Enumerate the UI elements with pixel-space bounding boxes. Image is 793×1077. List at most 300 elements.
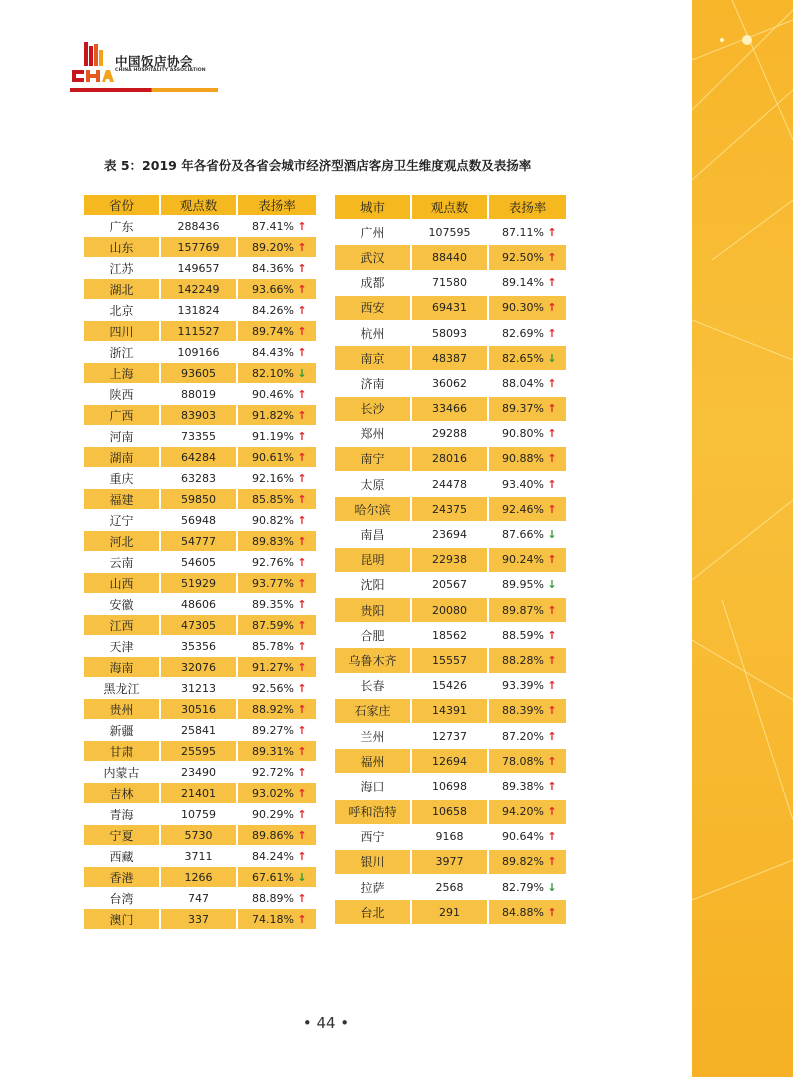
region-name-cell: 香港 xyxy=(84,867,161,888)
arrow-up-icon: ↑ xyxy=(547,326,557,340)
praise-rate-cell xyxy=(489,573,566,598)
praise-rate-cell xyxy=(489,825,566,850)
province-table xyxy=(84,195,316,930)
province-row xyxy=(84,720,316,741)
arrow-up-icon: ↑ xyxy=(547,805,557,819)
city-row xyxy=(335,573,566,598)
arrow-up-icon: ↑ xyxy=(547,729,557,743)
praise-rate-value: 92.50% xyxy=(502,250,544,264)
praise-rate-cell xyxy=(489,220,566,245)
opinion-count-cell: 48387 xyxy=(412,346,489,371)
praise-rate-value: 89.83% xyxy=(252,534,294,548)
praise-rate-value: 74.18% xyxy=(252,912,294,926)
arrow-up-icon: ↑ xyxy=(297,723,307,737)
city-row xyxy=(335,875,566,900)
logo-english-name: CHINA HOSPITALITY ASSOCIATION xyxy=(115,68,206,73)
praise-rate-value: 90.24% xyxy=(502,553,544,567)
opinion-count-cell: 25595 xyxy=(161,741,238,762)
praise-rate-value: 84.43% xyxy=(252,345,294,359)
province-row xyxy=(84,699,316,720)
region-name-cell: 南宁 xyxy=(335,447,412,472)
province-row xyxy=(84,825,316,846)
province-row xyxy=(84,804,316,825)
arrow-up-icon: ↑ xyxy=(297,639,307,653)
region-name-cell: 福州 xyxy=(335,749,412,774)
region-name-cell: 河南 xyxy=(84,426,161,447)
opinion-count-cell: 63283 xyxy=(161,468,238,489)
opinion-count-cell: 288436 xyxy=(161,216,238,237)
opinion-count-cell: 30516 xyxy=(161,699,238,720)
column-header: 观点数 xyxy=(161,195,238,216)
opinion-count-cell: 10698 xyxy=(412,774,489,799)
praise-rate-cell xyxy=(238,615,316,636)
province-row xyxy=(84,615,316,636)
opinion-count-cell: 2568 xyxy=(412,875,489,900)
region-name-cell: 四川 xyxy=(84,321,161,342)
praise-rate-value: 87.11% xyxy=(502,225,544,239)
arrow-up-icon: ↑ xyxy=(547,905,557,919)
decorative-side-band xyxy=(692,0,793,1077)
praise-rate-cell xyxy=(238,720,316,741)
province-row xyxy=(84,216,316,237)
opinion-count-cell: 25841 xyxy=(161,720,238,741)
region-name-cell: 乌鲁木齐 xyxy=(335,648,412,673)
opinion-count-cell: 107595 xyxy=(412,220,489,245)
arrow-down-icon: ↓ xyxy=(547,528,557,542)
arrow-up-icon: ↑ xyxy=(297,765,307,779)
opinion-count-cell: 15426 xyxy=(412,674,489,699)
region-name-cell: 湖北 xyxy=(84,279,161,300)
praise-rate-cell xyxy=(489,397,566,422)
region-name-cell: 宁夏 xyxy=(84,825,161,846)
region-name-cell: 浙江 xyxy=(84,342,161,363)
praise-rate-value: 89.35% xyxy=(252,597,294,611)
praise-rate-cell xyxy=(238,489,316,510)
praise-rate-value: 90.88% xyxy=(502,452,544,466)
praise-rate-value: 78.08% xyxy=(502,754,544,768)
arrow-up-icon: ↑ xyxy=(547,779,557,793)
region-name-cell: 呼和浩特 xyxy=(335,800,412,825)
arrow-up-icon: ↑ xyxy=(297,660,307,674)
praise-rate-value: 90.30% xyxy=(502,301,544,315)
region-name-cell: 山东 xyxy=(84,237,161,258)
praise-rate-value: 85.85% xyxy=(252,492,294,506)
arrow-up-icon: ↑ xyxy=(297,282,307,296)
arrow-up-icon: ↑ xyxy=(297,303,307,317)
region-name-cell: 合肥 xyxy=(335,623,412,648)
praise-rate-cell xyxy=(489,598,566,623)
city-row xyxy=(335,397,566,422)
praise-rate-value: 93.40% xyxy=(502,477,544,491)
arrow-up-icon: ↑ xyxy=(547,427,557,441)
region-name-cell: 西藏 xyxy=(84,846,161,867)
region-name-cell: 贵州 xyxy=(84,699,161,720)
praise-rate-cell xyxy=(238,552,316,573)
region-name-cell: 山西 xyxy=(84,573,161,594)
arrow-up-icon: ↑ xyxy=(547,830,557,844)
praise-rate-value: 84.88% xyxy=(502,905,544,919)
region-name-cell: 安徽 xyxy=(84,594,161,615)
opinion-count-cell: 12694 xyxy=(412,749,489,774)
praise-rate-value: 94.20% xyxy=(502,805,544,819)
praise-rate-value: 88.59% xyxy=(502,628,544,642)
praise-rate-cell xyxy=(238,657,316,678)
region-name-cell: 内蒙古 xyxy=(84,762,161,783)
praise-rate-cell xyxy=(489,749,566,774)
province-row xyxy=(84,321,316,342)
praise-rate-cell xyxy=(238,510,316,531)
province-row xyxy=(84,300,316,321)
opinion-count-cell: 14391 xyxy=(412,699,489,724)
praise-rate-value: 88.39% xyxy=(502,704,544,718)
opinion-count-cell: 31213 xyxy=(161,678,238,699)
praise-rate-value: 90.82% xyxy=(252,513,294,527)
opinion-count-cell: 20080 xyxy=(412,598,489,623)
arrow-up-icon: ↑ xyxy=(297,555,307,569)
praise-rate-cell xyxy=(489,497,566,522)
praise-rate-value: 82.10% xyxy=(252,366,294,380)
praise-rate-value: 89.74% xyxy=(252,324,294,338)
opinion-count-cell: 32076 xyxy=(161,657,238,678)
city-row xyxy=(335,648,566,673)
province-row xyxy=(84,384,316,405)
praise-rate-value: 92.72% xyxy=(252,765,294,779)
opinion-count-cell: 48606 xyxy=(161,594,238,615)
opinion-count-cell: 1266 xyxy=(161,867,238,888)
column-header: 表扬率 xyxy=(238,195,316,216)
praise-rate-cell xyxy=(489,522,566,547)
logo-chinese-name: 中国饭店协会 xyxy=(115,54,194,69)
arrow-up-icon: ↑ xyxy=(297,471,307,485)
opinion-count-cell: 58093 xyxy=(412,321,489,346)
opinion-count-cell: 142249 xyxy=(161,279,238,300)
praise-rate-cell xyxy=(238,636,316,657)
opinion-count-cell: 149657 xyxy=(161,258,238,279)
arrow-down-icon: ↓ xyxy=(547,351,557,365)
arrow-up-icon: ↑ xyxy=(297,912,307,926)
opinion-count-cell: 3711 xyxy=(161,846,238,867)
praise-rate-value: 88.89% xyxy=(252,891,294,905)
arrow-up-icon: ↑ xyxy=(297,492,307,506)
praise-rate-cell xyxy=(238,279,316,300)
praise-rate-value: 89.27% xyxy=(252,723,294,737)
praise-rate-value: 92.46% xyxy=(502,502,544,516)
region-name-cell: 昆明 xyxy=(335,548,412,573)
opinion-count-cell: 21401 xyxy=(161,783,238,804)
province-row xyxy=(84,783,316,804)
praise-rate-value: 92.76% xyxy=(252,555,294,569)
arrow-up-icon: ↑ xyxy=(547,301,557,315)
praise-rate-cell xyxy=(238,342,316,363)
city-row xyxy=(335,220,566,245)
praise-rate-value: 82.65% xyxy=(502,351,544,365)
arrow-up-icon: ↑ xyxy=(547,402,557,416)
praise-rate-value: 88.92% xyxy=(252,702,294,716)
opinion-count-cell: 131824 xyxy=(161,300,238,321)
column-header: 城市 xyxy=(335,195,412,220)
praise-rate-value: 93.77% xyxy=(252,576,294,590)
region-name-cell: 陕西 xyxy=(84,384,161,405)
praise-rate-value: 87.41% xyxy=(252,219,294,233)
region-name-cell: 北京 xyxy=(84,300,161,321)
praise-rate-value: 89.82% xyxy=(502,855,544,869)
praise-rate-cell xyxy=(238,531,316,552)
praise-rate-cell xyxy=(489,674,566,699)
column-header: 省份 xyxy=(84,195,161,216)
arrow-up-icon: ↑ xyxy=(297,828,307,842)
opinion-count-cell: 337 xyxy=(161,909,238,930)
opinion-count-cell: 157769 xyxy=(161,237,238,258)
praise-rate-cell xyxy=(238,846,316,867)
praise-rate-value: 84.36% xyxy=(252,261,294,275)
arrow-up-icon: ↑ xyxy=(297,324,307,338)
opinion-count-cell: 10658 xyxy=(412,800,489,825)
opinion-count-cell: 88019 xyxy=(161,384,238,405)
arrow-up-icon: ↑ xyxy=(297,849,307,863)
province-row xyxy=(84,510,316,531)
city-row xyxy=(335,346,566,371)
opinion-count-cell: 36062 xyxy=(412,371,489,396)
region-name-cell: 兰州 xyxy=(335,724,412,749)
region-name-cell: 贵阳 xyxy=(335,598,412,623)
province-row xyxy=(84,447,316,468)
table-caption: 表 5：2019 年各省份及各省会城市经济型酒店客房卫生维度观点数及表扬率 xyxy=(104,158,532,173)
arrow-up-icon: ↑ xyxy=(297,807,307,821)
region-name-cell: 石家庄 xyxy=(335,699,412,724)
arrow-up-icon: ↑ xyxy=(297,387,307,401)
opinion-count-cell: 51929 xyxy=(161,573,238,594)
opinion-count-cell: 59850 xyxy=(161,489,238,510)
opinion-count-cell: 747 xyxy=(161,888,238,909)
praise-rate-value: 82.79% xyxy=(502,880,544,894)
praise-rate-value: 89.20% xyxy=(252,240,294,254)
arrow-up-icon: ↑ xyxy=(297,240,307,254)
arrow-down-icon: ↓ xyxy=(297,870,307,884)
city-row xyxy=(335,598,566,623)
praise-rate-cell xyxy=(489,724,566,749)
opinion-count-cell: 88440 xyxy=(412,245,489,270)
opinion-count-cell: 83903 xyxy=(161,405,238,426)
city-row xyxy=(335,296,566,321)
city-row xyxy=(335,900,566,925)
arrow-up-icon: ↑ xyxy=(297,513,307,527)
city-row xyxy=(335,447,566,472)
praise-rate-value: 89.38% xyxy=(502,779,544,793)
arrow-up-icon: ↑ xyxy=(547,452,557,466)
opinion-count-cell: 291 xyxy=(412,900,489,925)
opinion-count-cell: 54777 xyxy=(161,531,238,552)
praise-rate-value: 91.19% xyxy=(252,429,294,443)
region-name-cell: 河北 xyxy=(84,531,161,552)
praise-rate-value: 88.04% xyxy=(502,376,544,390)
arrow-up-icon: ↑ xyxy=(547,704,557,718)
arrow-up-icon: ↑ xyxy=(297,891,307,905)
region-name-cell: 青海 xyxy=(84,804,161,825)
region-name-cell: 湖南 xyxy=(84,447,161,468)
city-row xyxy=(335,245,566,270)
region-name-cell: 吉林 xyxy=(84,783,161,804)
arrow-up-icon: ↑ xyxy=(547,679,557,693)
province-row xyxy=(84,279,316,300)
city-row xyxy=(335,800,566,825)
arrow-up-icon: ↑ xyxy=(297,450,307,464)
praise-rate-value: 82.69% xyxy=(502,326,544,340)
arrow-up-icon: ↑ xyxy=(547,855,557,869)
city-row xyxy=(335,271,566,296)
column-header: 观点数 xyxy=(412,195,489,220)
province-row xyxy=(84,762,316,783)
opinion-count-cell: 64284 xyxy=(161,447,238,468)
region-name-cell: 广州 xyxy=(335,220,412,245)
province-row xyxy=(84,867,316,888)
province-row xyxy=(84,888,316,909)
praise-rate-cell xyxy=(238,783,316,804)
praise-rate-cell xyxy=(238,804,316,825)
opinion-count-cell: 20567 xyxy=(412,573,489,598)
region-name-cell: 辽宁 xyxy=(84,510,161,531)
city-row xyxy=(335,548,566,573)
praise-rate-value: 92.56% xyxy=(252,681,294,695)
region-name-cell: 长春 xyxy=(335,674,412,699)
praise-rate-value: 93.02% xyxy=(252,786,294,800)
region-name-cell: 江苏 xyxy=(84,258,161,279)
arrow-up-icon: ↑ xyxy=(297,597,307,611)
region-name-cell: 成都 xyxy=(335,271,412,296)
praise-rate-cell xyxy=(489,648,566,673)
city-row xyxy=(335,371,566,396)
table-header-row xyxy=(84,195,316,216)
praise-rate-cell xyxy=(489,472,566,497)
region-name-cell: 拉萨 xyxy=(335,875,412,900)
region-name-cell: 上海 xyxy=(84,363,161,384)
arrow-up-icon: ↑ xyxy=(547,276,557,290)
praise-rate-value: 89.37% xyxy=(502,402,544,416)
praise-rate-cell xyxy=(238,426,316,447)
praise-rate-value: 91.27% xyxy=(252,660,294,674)
arrow-up-icon: ↑ xyxy=(547,653,557,667)
praise-rate-cell xyxy=(489,422,566,447)
region-name-cell: 太原 xyxy=(335,472,412,497)
province-row xyxy=(84,657,316,678)
opinion-count-cell: 5730 xyxy=(161,825,238,846)
region-name-cell: 西宁 xyxy=(335,825,412,850)
praise-rate-value: 89.14% xyxy=(502,276,544,290)
region-name-cell: 新疆 xyxy=(84,720,161,741)
praise-rate-cell xyxy=(489,271,566,296)
praise-rate-cell xyxy=(489,900,566,925)
praise-rate-cell xyxy=(238,594,316,615)
region-name-cell: 西安 xyxy=(335,296,412,321)
praise-rate-value: 85.78% xyxy=(252,639,294,653)
opinion-count-cell: 23490 xyxy=(161,762,238,783)
opinion-count-cell: 71580 xyxy=(412,271,489,296)
praise-rate-cell xyxy=(238,867,316,888)
city-row xyxy=(335,724,566,749)
arrow-up-icon: ↑ xyxy=(297,681,307,695)
praise-rate-cell xyxy=(238,468,316,489)
region-name-cell: 长沙 xyxy=(335,397,412,422)
province-row xyxy=(84,426,316,447)
region-name-cell: 郑州 xyxy=(335,422,412,447)
region-name-cell: 福建 xyxy=(84,489,161,510)
arrow-up-icon: ↑ xyxy=(547,250,557,264)
arrow-up-icon: ↑ xyxy=(297,534,307,548)
province-row xyxy=(84,573,316,594)
praise-rate-value: 67.61% xyxy=(252,870,294,884)
region-name-cell: 广西 xyxy=(84,405,161,426)
province-row xyxy=(84,237,316,258)
praise-rate-cell xyxy=(489,321,566,346)
praise-rate-cell xyxy=(489,371,566,396)
city-row xyxy=(335,825,566,850)
praise-rate-cell xyxy=(238,363,316,384)
arrow-up-icon: ↑ xyxy=(547,225,557,239)
city-row xyxy=(335,774,566,799)
region-name-cell: 南昌 xyxy=(335,522,412,547)
arrow-up-icon: ↑ xyxy=(547,553,557,567)
praise-rate-value: 89.31% xyxy=(252,744,294,758)
region-name-cell: 台湾 xyxy=(84,888,161,909)
opinion-count-cell: 15557 xyxy=(412,648,489,673)
praise-rate-value: 89.87% xyxy=(502,603,544,617)
opinion-count-cell: 24478 xyxy=(412,472,489,497)
arrow-down-icon: ↓ xyxy=(547,880,557,894)
praise-rate-value: 90.46% xyxy=(252,387,294,401)
province-row xyxy=(84,531,316,552)
praise-rate-cell xyxy=(238,321,316,342)
praise-rate-cell xyxy=(238,573,316,594)
opinion-count-cell: 10759 xyxy=(161,804,238,825)
praise-rate-value: 84.26% xyxy=(252,303,294,317)
opinion-count-cell: 24375 xyxy=(412,497,489,522)
city-row xyxy=(335,674,566,699)
opinion-count-cell: 22938 xyxy=(412,548,489,573)
cha-logo-icon xyxy=(70,40,114,82)
praise-rate-cell xyxy=(238,762,316,783)
arrow-up-icon: ↑ xyxy=(547,502,557,516)
region-name-cell: 银川 xyxy=(335,850,412,875)
province-row xyxy=(84,909,316,930)
praise-rate-cell xyxy=(238,909,316,930)
opinion-count-cell: 29288 xyxy=(412,422,489,447)
region-name-cell: 海南 xyxy=(84,657,161,678)
opinion-count-cell: 56948 xyxy=(161,510,238,531)
province-row xyxy=(84,552,316,573)
city-row xyxy=(335,497,566,522)
praise-rate-value: 90.64% xyxy=(502,830,544,844)
praise-rate-value: 87.20% xyxy=(502,729,544,743)
logo-underline xyxy=(70,88,218,92)
praise-rate-cell xyxy=(238,300,316,321)
region-name-cell: 江西 xyxy=(84,615,161,636)
praise-rate-cell xyxy=(238,216,316,237)
praise-rate-value: 90.61% xyxy=(252,450,294,464)
praise-rate-value: 87.66% xyxy=(502,528,544,542)
praise-rate-value: 90.80% xyxy=(502,427,544,441)
province-row xyxy=(84,636,316,657)
city-table xyxy=(335,195,566,925)
province-row xyxy=(84,468,316,489)
arrow-up-icon: ↑ xyxy=(297,702,307,716)
city-row xyxy=(335,422,566,447)
city-row xyxy=(335,749,566,774)
opinion-count-cell: 12737 xyxy=(412,724,489,749)
arrow-up-icon: ↑ xyxy=(297,576,307,590)
network-lines-decoration xyxy=(692,0,793,1077)
praise-rate-cell xyxy=(489,850,566,875)
association-logo xyxy=(70,40,220,90)
province-row xyxy=(84,258,316,279)
